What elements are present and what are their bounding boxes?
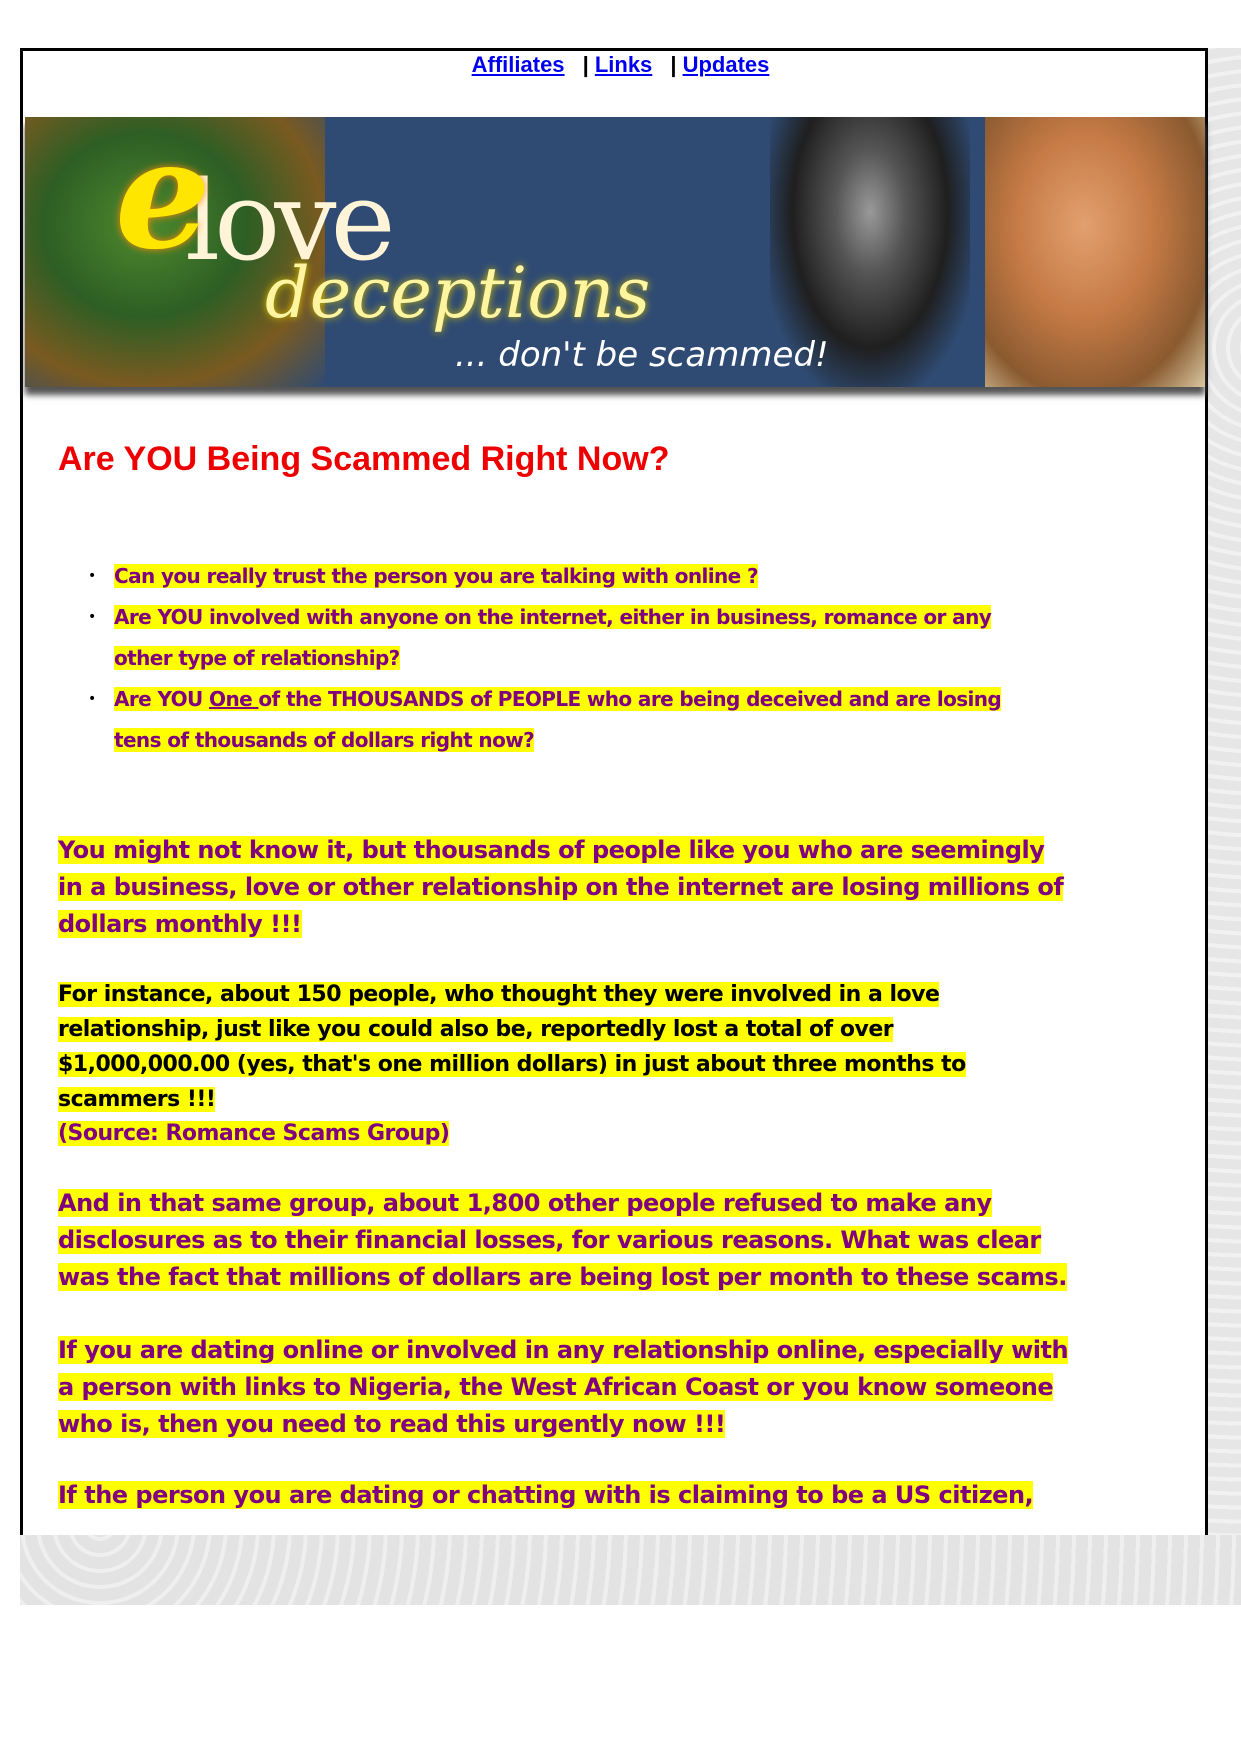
paragraph-line: If you are dating online or involved in any relationship online, especially with bbox=[58, 1336, 1069, 1364]
site-banner bbox=[25, 117, 1205, 387]
list-item-text: other type of relationship? bbox=[114, 646, 400, 670]
paragraph-example bbox=[58, 977, 1198, 1117]
paragraph-line: $1,000,000.00 (yes, that's one million dollars) in just about three months to bbox=[58, 1052, 966, 1077]
man-on-phone-photo bbox=[985, 117, 1205, 387]
nav-link-updates[interactable]: Updates bbox=[682, 52, 770, 77]
paragraph-line: If the person you are dating or chatting with is claiming to be a US citizen, bbox=[58, 1481, 1034, 1509]
list-item-text: Can you really trust the person you are talking with online ? bbox=[114, 564, 758, 588]
paragraph-source: (Source: Romance Scams Group) bbox=[58, 1121, 450, 1146]
paragraph-line: You might not know it, but thousands of people like you who are seemingly bbox=[58, 836, 1045, 864]
logo-love: love bbox=[185, 157, 390, 285]
paragraph-line: relationship, just like you could also be, reportedly lost a total of over bbox=[58, 1017, 894, 1042]
logo-deceptions: deceptions bbox=[265, 252, 651, 334]
logo-e: e bbox=[115, 117, 211, 283]
underlined-word: One bbox=[209, 687, 259, 711]
paragraph-line: a person with links to Nigeria, the West African Coast or you know someone bbox=[58, 1373, 1054, 1401]
nav-separator: | bbox=[582, 52, 589, 77]
nav-separator: | bbox=[670, 52, 677, 77]
paragraph-warning bbox=[58, 1332, 1198, 1443]
paragraph-line: scammers !!! bbox=[58, 1087, 216, 1112]
paragraph-line: who is, then you need to read this urgently now !!! bbox=[58, 1410, 726, 1438]
paragraph-us-citizen bbox=[58, 1477, 1198, 1514]
paragraph-line: disclosures as to their financial losses, for various reasons. What was clear bbox=[58, 1226, 1041, 1254]
list-item-text: Are YOU involved with anyone on the internet, either in business, romance or any bbox=[114, 605, 992, 629]
nav-link-links[interactable]: Links bbox=[594, 52, 653, 77]
paragraph-line: For instance, about 150 people, who thought they were involved in a love bbox=[58, 982, 940, 1007]
list-item bbox=[114, 556, 1174, 597]
list-item-text: Are YOU One of the THOUSANDS of PEOPLE who are being deceived and are losing bbox=[114, 687, 1002, 711]
paragraph-line: And in that same group, about 1,800 other people refused to make any bbox=[58, 1189, 992, 1217]
nav-link-affiliates[interactable]: Affiliates bbox=[471, 52, 565, 77]
list-item-text: tens of thousands of dollars right now? bbox=[114, 728, 535, 752]
logo-tagline: ... don't be scammed! bbox=[455, 335, 829, 375]
paragraph-losses bbox=[58, 832, 1198, 943]
paragraph-line: in a business, love or other relationship on the internet are losing millions of bbox=[58, 873, 1064, 901]
footer-pattern bbox=[20, 1535, 1241, 1605]
list-item bbox=[114, 679, 1174, 761]
paragraph-line: was the fact that millions of dollars are being lost per month to these scams. bbox=[58, 1263, 1067, 1291]
paragraph-line: dollars monthly !!! bbox=[58, 910, 302, 938]
list-item bbox=[114, 597, 1174, 679]
page-heading: Are YOU Being Scammed Right Now? bbox=[58, 440, 670, 478]
top-nav bbox=[0, 52, 1241, 78]
question-list bbox=[114, 556, 1174, 761]
background-pattern bbox=[1208, 48, 1241, 1538]
paragraph-group bbox=[58, 1185, 1198, 1296]
